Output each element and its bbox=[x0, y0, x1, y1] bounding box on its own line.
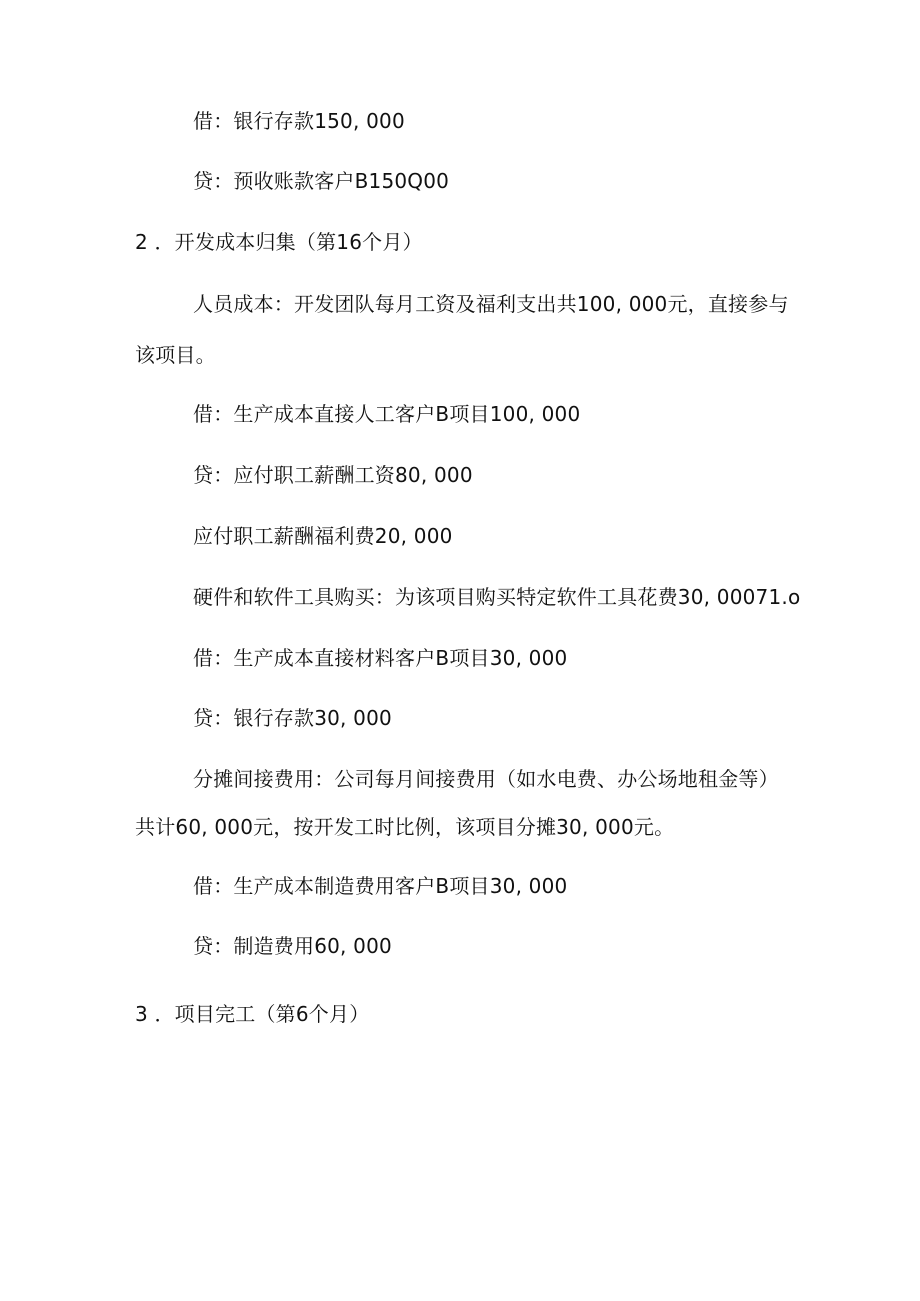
paragraph-indirect-cost-allocation: 分摊间接费用：公司每月间接费用（如水电费、办公场地租金等） bbox=[193, 767, 779, 791]
paragraph-personnel-cost-continued: 该项目。 bbox=[135, 343, 216, 367]
journal-debit-direct-materials: 借：生产成本直接材料客户B项目30, 000 bbox=[193, 646, 568, 670]
section-heading-project-completion: 3 ．项目完工（第6个月） bbox=[135, 1002, 370, 1026]
journal-credit-bank-deposit: 贷：银行存款30, 000 bbox=[193, 706, 392, 730]
journal-debit-manufacturing-overhead: 借：生产成本制造费用客户B项目30, 000 bbox=[193, 874, 568, 898]
journal-credit-manufacturing-overhead: 贷：制造费用60, 000 bbox=[193, 934, 392, 958]
journal-debit-direct-labor: 借：生产成本直接人工客户B项目100, 000 bbox=[193, 402, 581, 426]
paragraph-indirect-cost-allocation-continued: 共计60, 000元，按开发工时比例，该项目分摊30, 000元。 bbox=[135, 815, 675, 839]
section-heading-development-cost: 2 ．开发成本归集（第16个月） bbox=[135, 230, 423, 254]
paragraph-tool-purchase: 硬件和软件工具购买：为该项目购买特定软件工具花费30, 00071.o bbox=[193, 585, 801, 609]
journal-credit-advance-receipts: 贷：预收账款客户B150Q00 bbox=[193, 169, 450, 193]
journal-credit-welfare-payable: 应付职工薪酬福利费20, 000 bbox=[193, 524, 453, 548]
paragraph-personnel-cost: 人员成本：开发团队每月工资及福利支出共100, 000元，直接参与 bbox=[193, 292, 789, 316]
journal-debit-bank-deposit: 借：银行存款150, 000 bbox=[193, 109, 405, 133]
journal-credit-wages-payable: 贷：应付职工薪酬工资80, 000 bbox=[193, 463, 473, 487]
